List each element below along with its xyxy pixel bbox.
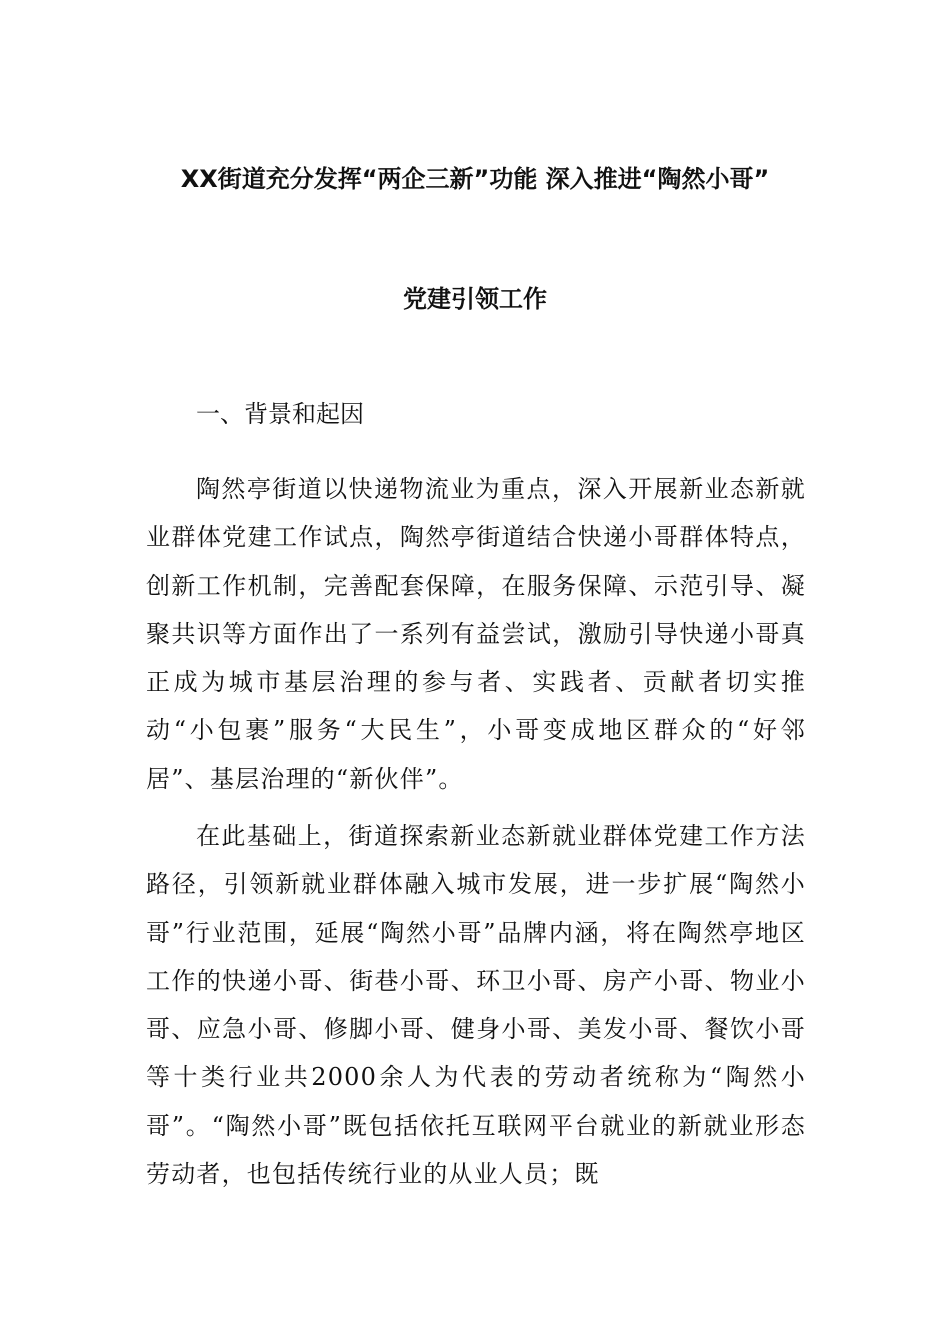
paragraph-2: 在此基础上，街道探索新业态新就业群体党建工作方法路径，引领新就业群体融入城市发展，进一步扩展“陶然小哥”行业范围，延展“陶然小哥”品牌内涵，将在陶然亭地区工作的快递小哥、街巷小哥、环卫小哥、房产小哥、物业小哥、应急小哥、修脚小哥、健身小哥、美发小哥、餐饮小哥等十类行业共2000余人为代表的劳动者统称为“陶然小哥”。“陶然小哥”既包括依托互联网平台就业的新就业形态劳动者，也包括传统行业的从业人员；既: [146, 822, 806, 1189]
document-title-line-1: XX街道充分发挥“两企三新”功能 深入推进“陶然小哥”: [180, 165, 770, 193]
document-title-line-2: 党建引领工作: [403, 285, 547, 313]
section-heading: 一、背景和起因: [196, 400, 364, 428]
paragraph-1: 陶然亭街道以快递物流业为重点，深入开展新业态新就业群体党建工作试点，陶然亭街道结合快递小哥群体特点，创新工作机制，完善配套保障，在服务保障、示范引导、凝聚共识等方面作出了一系列有益尝试，激励引导快递小哥真正成为城市基层治理的参与者、实践者、贡献者切实推动“小包裹”服务“大民生”，小哥变成地区群众的“好邻居”、基层治理的“新伙伴”。: [146, 475, 806, 793]
